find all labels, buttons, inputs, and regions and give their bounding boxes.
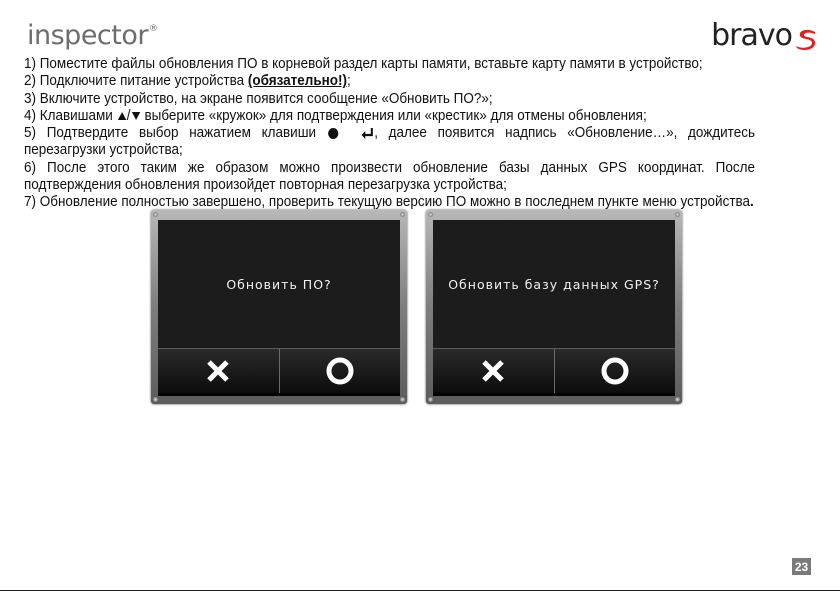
circle-icon [600,356,630,386]
step-6: 6) После этого таким же образом можно произвести обновление базы данных GPS координат. После подтверждения обновления произойдет повторная перезагрузка устройства; [24,159,755,194]
inspector-logo [27,20,157,51]
screw [153,212,158,217]
step-1: 1) Поместите файлы обновления ПО в корневой раздел карты памяти, вставьте карту памяти в устройство; [24,56,703,72]
screw [428,397,433,402]
screen-buttons [433,348,675,393]
registered-mark: ® [148,24,158,34]
screw [400,212,405,217]
step-3: 3) Включите устройство, на экране появится сообщение «Обновить ПО?»; [24,90,493,107]
step-2-text: 2) Подключите питание устройства [24,73,248,90]
screen-message: Обновить базу данных GPS? [433,220,675,348]
page-number: 23 [792,558,811,575]
screw [400,397,405,402]
step-2-emphasis: (обязательно!) [247,73,347,90]
bravo-logo-text: bravo [711,18,792,53]
step-5-text: 5) Подтвердите выбор нажатием клавиши [24,125,327,142]
step-5-end: , далее появится надпись «Обновление…», дождитесь перезагрузки устройства; [24,125,755,159]
screen-display [158,220,400,396]
bravo-s-logo-icon [794,27,818,51]
triangle-up-icon [117,111,127,121]
step-2 [24,73,755,90]
confirm-button[interactable] [554,349,676,393]
screen-display [433,220,675,396]
confirm-button[interactable] [279,349,401,393]
screw [428,212,433,217]
filled-circle-icon [327,127,339,140]
step-4-separator: / [126,107,131,124]
screw [153,397,158,402]
screw [675,212,680,217]
step-4-text: 4) Клавишами [24,107,117,124]
screen-message: Обновить ПО? [158,220,400,348]
enter-key-icon [360,127,374,140]
footer-divider [0,590,840,591]
screw [675,397,680,402]
cancel-button[interactable] [433,349,554,393]
bravo-logo [711,18,818,53]
inspector-logo-text: inspector [27,20,148,51]
cross-icon [206,359,230,383]
cancel-button[interactable] [158,349,279,393]
screen-buttons [158,348,400,393]
instructions [24,56,755,212]
step-4 [24,108,755,125]
screen-update-gps [426,210,682,404]
step-5 [24,125,755,160]
screen-update-firmware [151,210,407,404]
step-7-end: . [750,194,754,211]
cross-icon [481,359,505,383]
step-2-end: ; [346,73,351,90]
triangle-down-icon [131,111,141,121]
step-4-end: выберите «кружок» для подтверждения или «крестик» для отмены обновления; [140,107,647,124]
step-7-text: 7) Обновление полностью завершено, проверить текущую версию ПО можно в последнем пункте меню устройства [24,194,751,211]
circle-icon [325,356,355,386]
